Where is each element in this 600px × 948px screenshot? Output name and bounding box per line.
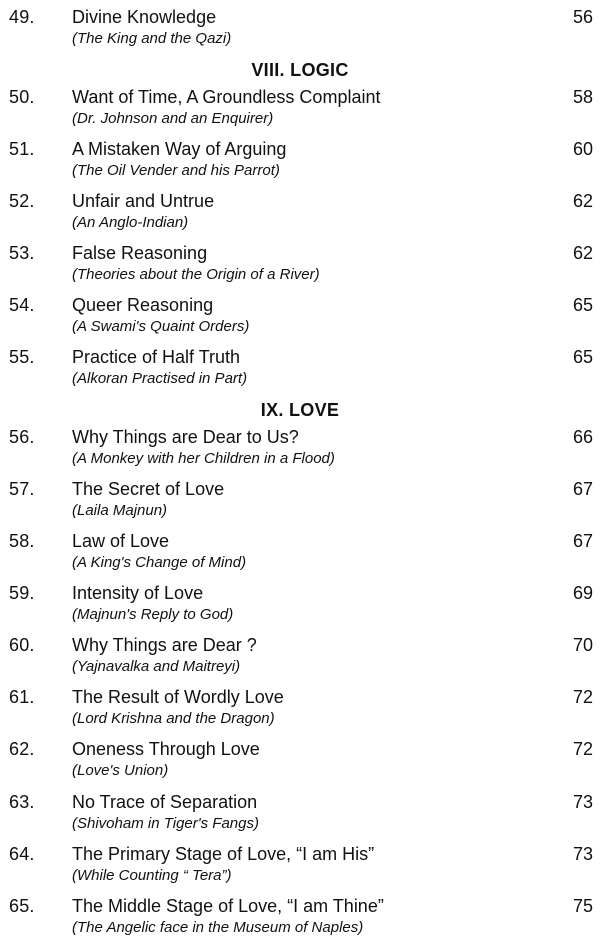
entry-subtitle: (An Anglo-Indian) [72, 214, 189, 231]
entry-subtitle: (A King's Change of Mind) [72, 554, 247, 571]
entry-title: Why Things are Dear to Us? [72, 427, 299, 447]
toc-entry [0, 346, 600, 398]
entry-subtitle: (A Monkey with her Children in a Flood) [72, 450, 335, 467]
entry-title: Queer Reasoning [72, 295, 214, 315]
entry-page-number: 67 [572, 479, 593, 499]
entry-page-number: 62 [572, 191, 593, 211]
section-heading: VIII. LOGIC [251, 60, 349, 80]
toc-entry [0, 294, 600, 346]
entry-number: 51. [9, 139, 35, 159]
entry-number: 49. [9, 7, 35, 27]
entry-title: Law of Love [72, 531, 170, 551]
entry-page-number: 73 [572, 844, 593, 864]
entry-number: 55. [9, 347, 35, 367]
entry-page-number: 65 [572, 295, 593, 315]
entry-number: 65. [9, 896, 35, 916]
entry-page-number: 72 [572, 739, 593, 759]
entry-subtitle: (Yajnavalka and Maitreyi) [72, 658, 241, 675]
entry-page-number: 73 [572, 792, 593, 812]
entry-title: Why Things are Dear ? [72, 635, 257, 655]
entry-subtitle: (The Oil Vender and his Parrot) [72, 162, 280, 179]
entry-number: 57. [9, 479, 35, 499]
entry-number: 58. [9, 531, 35, 551]
entry-page-number: 62 [572, 243, 593, 263]
entry-subtitle: (Dr. Johnson and an Enquirer) [72, 110, 274, 127]
toc-entry [0, 791, 600, 843]
entry-subtitle: (Majnun's Reply to God) [72, 606, 234, 623]
entry-number: 62. [9, 739, 35, 759]
toc-entry [0, 86, 600, 138]
entry-subtitle: (A Swami's Quaint Orders) [72, 318, 250, 335]
toc-entry [0, 895, 600, 947]
entry-title: The Secret of Love [72, 479, 225, 499]
entry-page-number: 56 [572, 7, 593, 27]
entry-title: False Reasoning [72, 243, 208, 263]
entry-page-number: 67 [572, 531, 593, 551]
entry-page-number: 70 [572, 635, 593, 655]
entry-title: The Middle Stage of Love, “I am Thine” [72, 896, 384, 916]
toc-entry [0, 582, 600, 634]
toc-entry [0, 686, 600, 738]
entry-number: 54. [9, 295, 35, 315]
entry-title: Unfair and Untrue [72, 191, 215, 211]
entry-title: Intensity of Love [72, 583, 204, 603]
entry-number: 60. [9, 635, 35, 655]
toc-entry [0, 138, 600, 190]
entry-subtitle: (While Counting “ Tera”) [72, 867, 232, 884]
entry-subtitle: (Love's Union) [72, 762, 169, 779]
entry-title: The Primary Stage of Love, “I am His” [72, 844, 375, 864]
entry-title: Practice of Half Truth [72, 347, 241, 367]
entry-number: 63. [9, 792, 35, 812]
entry-subtitle: (Theories about the Origin of a River) [72, 266, 320, 283]
entry-number: 59. [9, 583, 35, 603]
toc-entry [0, 530, 600, 582]
entry-number: 56. [9, 427, 35, 447]
toc-entry [0, 426, 600, 478]
entry-page-number: 66 [572, 427, 593, 447]
toc-entry [0, 242, 600, 294]
toc-entry [0, 478, 600, 530]
entry-number: 64. [9, 844, 35, 864]
entry-subtitle: (The Angelic face in the Museum of Naples) [72, 919, 364, 936]
entry-number: 52. [9, 191, 35, 211]
entry-subtitle: (Laila Majnun) [72, 502, 168, 519]
entry-title: Want of Time, A Groundless Complaint [72, 87, 381, 107]
entry-title: The Result of Wordly Love [72, 687, 284, 707]
entry-title: No Trace of Separation [72, 792, 258, 812]
entry-page-number: 69 [572, 583, 593, 603]
entry-number: 53. [9, 243, 35, 263]
entry-number: 50. [9, 87, 35, 107]
entry-subtitle: (Shivoham in Tiger's Fangs) [72, 815, 259, 832]
entry-title: Oneness Through Love [72, 739, 260, 759]
entry-page-number: 58 [572, 87, 593, 107]
entry-page-number: 75 [572, 896, 593, 916]
entry-page-number: 65 [572, 347, 593, 367]
entry-page-number: 60 [572, 139, 593, 159]
entry-page-number: 72 [572, 687, 593, 707]
entry-title: A Mistaken Way of Arguing [72, 139, 287, 159]
entry-subtitle: (Lord Krishna and the Dragon) [72, 710, 275, 727]
section-heading: IX. LOVE [260, 400, 340, 420]
entry-number: 61. [9, 687, 35, 707]
toc-entry [0, 843, 600, 895]
toc-entry [0, 634, 600, 686]
toc-entry [0, 190, 600, 242]
toc-entry [0, 6, 600, 58]
entry-subtitle: (Alkoran Practised in Part) [72, 370, 248, 387]
entry-subtitle: (The King and the Qazi) [72, 30, 232, 47]
entry-title: Divine Knowledge [72, 7, 217, 27]
toc-entry [0, 738, 600, 790]
